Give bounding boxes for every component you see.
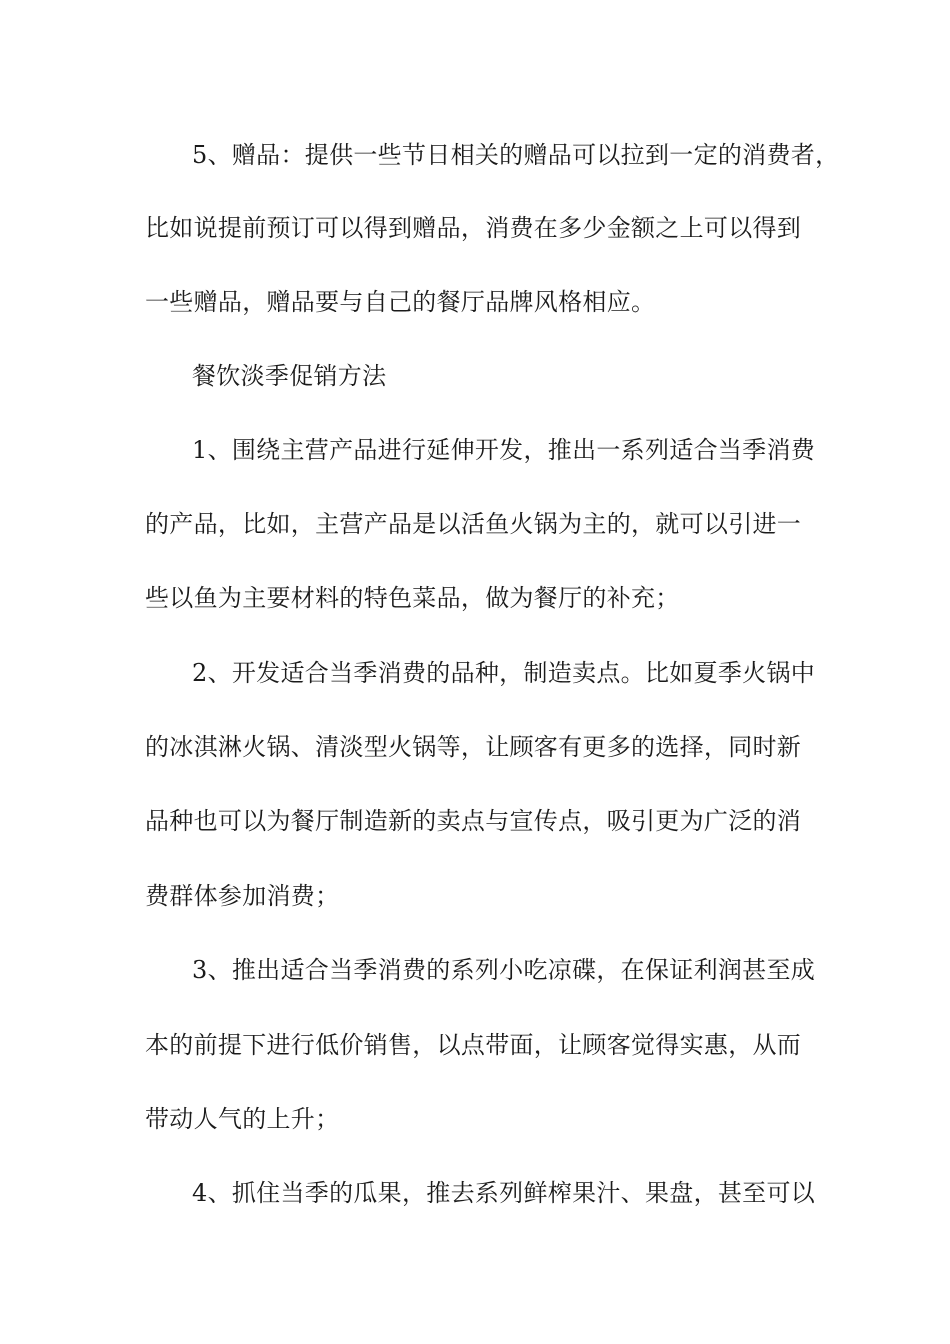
- paragraph-gift-line-1: 5、赠品：提供一些节日相关的赠品可以拉到一定的消费者，: [192, 141, 840, 169]
- item-2-line-2: 的冰淇淋火锅、清淡型火锅等，让顾客有更多的选择，同时新: [145, 733, 802, 761]
- item-2-line-4: 费群体参加消费；: [145, 882, 340, 910]
- item-3-line-1: 3、推出适合当季消费的系列小吃凉碟，在保证利润甚至成: [192, 956, 816, 984]
- paragraph-gift-line-3: 一些赠品，赠品要与自己的餐厅品牌风格相应。: [145, 288, 656, 316]
- item-1-line-2: 的产品，比如，主营产品是以活鱼火锅为主的，就可以引进一: [145, 510, 802, 538]
- section-heading: 餐饮淡季促销方法: [192, 362, 387, 390]
- paragraph-gift-line-2: 比如说提前预订可以得到赠品，消费在多少金额之上可以得到: [145, 214, 802, 242]
- item-3-line-2: 本的前提下进行低价销售，以点带面，让顾客觉得实惠，从而: [145, 1031, 802, 1059]
- item-2-line-1: 2、开发适合当季消费的品种，制造卖点。比如夏季火锅中: [192, 659, 816, 687]
- item-1-line-1: 1、围绕主营产品进行延伸开发，推出一系列适合当季消费: [192, 436, 816, 464]
- item-1-line-3: 些以鱼为主要材料的特色菜品，做为餐厅的补充；: [145, 584, 680, 612]
- item-4-line-1: 4、抓住当季的瓜果，推去系列鲜榨果汁、果盘，甚至可以: [192, 1179, 816, 1207]
- item-3-line-3: 带动人气的上升；: [145, 1105, 340, 1133]
- item-2-line-3: 品种也可以为餐厅制造新的卖点与宣传点，吸引更为广泛的消: [145, 807, 802, 835]
